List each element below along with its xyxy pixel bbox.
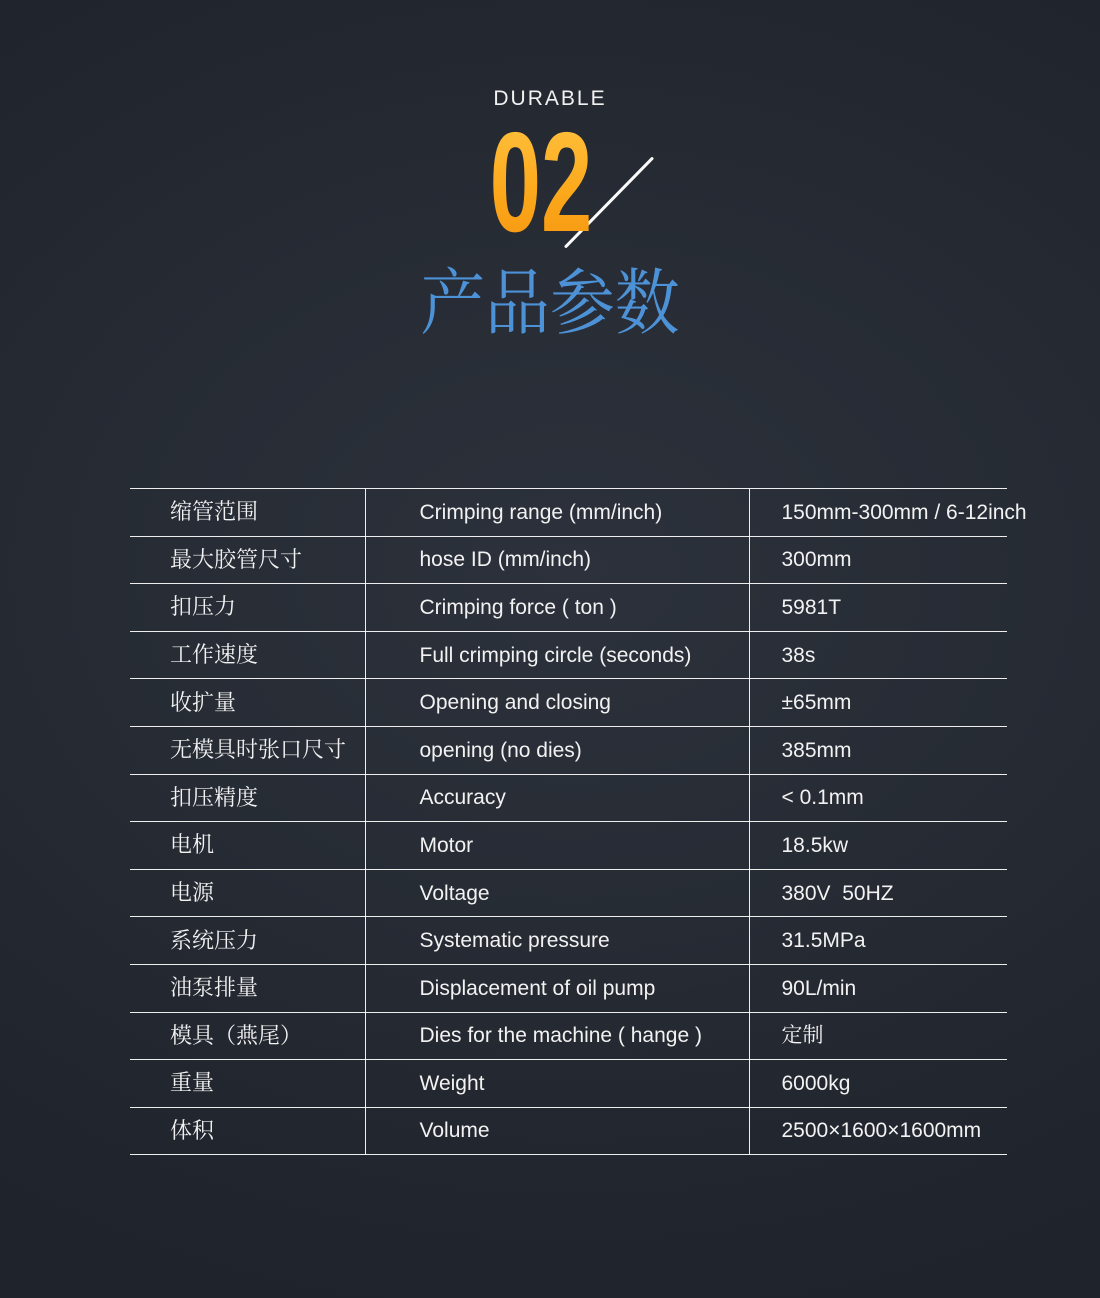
table-row (130, 822, 1007, 870)
spec-value: 38s (749, 631, 1007, 679)
spec-value: < 0.1mm (749, 774, 1007, 822)
spec-value: 5981T (749, 584, 1007, 632)
spec-value: 150mm-300mm / 6-12inch (749, 489, 1007, 537)
spec-label-en: Crimping range (mm/inch) (365, 489, 749, 537)
spec-label-cn: 最大胶管尺寸 (130, 536, 365, 584)
spec-label-en: Crimping force ( ton ) (365, 584, 749, 632)
spec-label-cn: 无模具时张口尺寸 (130, 726, 365, 774)
table-row (130, 726, 1007, 774)
spec-label-cn: 工作速度 (130, 631, 365, 679)
spec-label-cn: 油泵排量 (130, 964, 365, 1012)
section-number: 02 (184, 112, 899, 254)
spec-label-cn: 电机 (130, 822, 365, 870)
spec-label-en: Weight (365, 1060, 749, 1108)
spec-value: 385mm (749, 726, 1007, 774)
spec-label-cn: 系统压力 (130, 917, 365, 965)
spec-label-en: Full crimping circle (seconds) (365, 631, 749, 679)
spec-value: 2500×1600×1600mm (749, 1107, 1007, 1155)
table-row (130, 774, 1007, 822)
table-row (130, 1060, 1007, 1108)
eyebrow-label: DURABLE (493, 87, 607, 110)
spec-label-cn: 电源 (130, 869, 365, 917)
spec-value: ±65mm (749, 679, 1007, 727)
table-row (130, 964, 1007, 1012)
table-row (130, 1107, 1007, 1155)
table-row (130, 536, 1007, 584)
spec-value: 31.5MPa (749, 917, 1007, 965)
spec-table-body (130, 489, 1027, 1155)
spec-value: 90L/min (749, 964, 1007, 1012)
spec-label-en: Voltage (365, 869, 749, 917)
spec-label-en: opening (no dies) (365, 726, 749, 774)
spec-label-cn: 收扩量 (130, 679, 365, 727)
table-row (130, 679, 1007, 727)
page-title: 产品参数 (420, 264, 680, 344)
spec-label-cn: 模具（燕尾） (130, 1012, 365, 1060)
spec-label-en: Volume (365, 1107, 749, 1155)
spec-value: 300mm (749, 536, 1007, 584)
spec-label-cn: 体积 (130, 1107, 365, 1155)
spec-label-cn: 扣压力 (130, 584, 365, 632)
spec-label-en: Opening and closing (365, 679, 749, 727)
spec-value: 380V 50HZ (749, 869, 1007, 917)
table-row (130, 584, 1007, 632)
table-row (130, 869, 1007, 917)
table-row (130, 917, 1007, 965)
spec-label-en: Accuracy (365, 774, 749, 822)
spec-label-cn: 扣压精度 (130, 774, 365, 822)
spec-label-en: Systematic pressure (365, 917, 749, 965)
spec-value: 18.5kw (749, 822, 1007, 870)
spec-table (130, 488, 1027, 1155)
spec-label-cn: 重量 (130, 1060, 365, 1108)
table-row (130, 1012, 1007, 1060)
table-row (130, 489, 1007, 537)
spec-label-en: Motor (365, 822, 749, 870)
spec-value: 定制 (749, 1012, 1007, 1060)
spec-label-en: hose ID (mm/inch) (365, 536, 749, 584)
table-row (130, 631, 1007, 679)
spec-label-cn: 缩管范围 (130, 489, 365, 537)
spec-label-en: Displacement of oil pump (365, 964, 749, 1012)
spec-label-en: Dies for the machine ( hange ) (365, 1012, 749, 1060)
spec-value: 6000kg (749, 1060, 1007, 1108)
